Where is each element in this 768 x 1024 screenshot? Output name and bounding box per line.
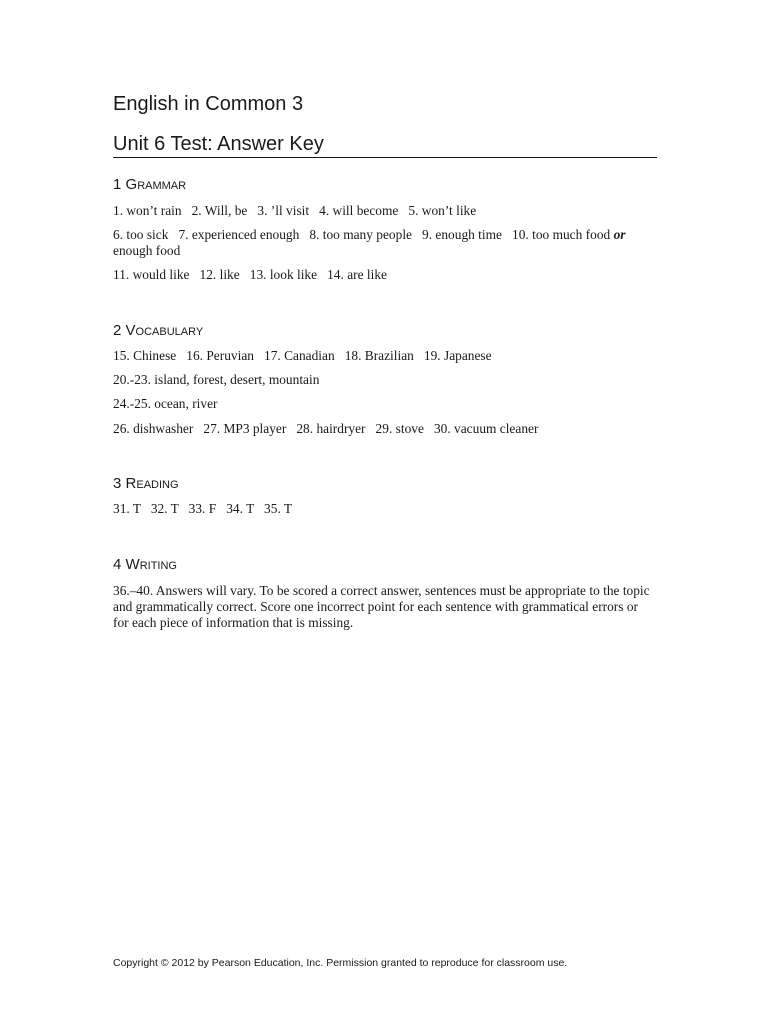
grammar-answers-11-14: 11. would like 12. like 13. look like 14. are like: [113, 267, 387, 282]
title-divider: [113, 157, 657, 158]
writing-heading: [113, 556, 177, 574]
vocabulary-answers-24-25: 24.-25. ocean, river: [113, 396, 218, 411]
vocabulary-rest: ocabulary: [135, 322, 204, 339]
vocabulary-number: 2: [113, 322, 126, 339]
writing-rest: riting: [139, 556, 177, 573]
grammar-rest: rammar: [137, 176, 187, 193]
writing-initial: W: [125, 556, 140, 573]
vocabulary-answers-26-30: 26. dishwasher 27. MP3 player 28. hairdryer 29. stove 30. vacuum cleaner: [113, 421, 539, 436]
test-title: Unit 6 Test: Answer Key: [113, 133, 324, 155]
copyright-footer: Copyright © 2012 by Pearson Education, Inc. Permission granted to reproduce for classroom use.: [113, 957, 568, 969]
reading-rest: eading: [136, 475, 179, 492]
grammar-initial: G: [125, 176, 138, 193]
vocabulary-answers-15-19: 15. Chinese 16. Peruvian 17. Canadian 18. Brazilian 19. Japanese: [113, 348, 492, 363]
vocabulary-heading: [113, 322, 203, 340]
reading-number: 3: [113, 475, 126, 492]
or-word: or: [613, 227, 626, 242]
reading-answers-31-35: 31. T 32. T 33. F 34. T 35. T: [113, 501, 293, 516]
book-title: English in Common 3: [113, 93, 304, 115]
reading-heading: [113, 475, 179, 493]
vocabulary-answers-20-23: 20.-23. island, forest, desert, mountain: [113, 372, 320, 387]
grammar-answers-1-5: 1. won’t rain 2. Will, be 3. ’ll visit 4. will become 5. won’t like: [113, 203, 477, 218]
vocabulary-initial: V: [125, 322, 136, 339]
reading-initial: R: [125, 475, 137, 492]
grammar-answers-6-10: [113, 227, 653, 243]
grammar-heading: [113, 176, 186, 194]
writing-number: 4: [113, 556, 126, 573]
writing-instructions: 36.–40. Answers will vary. To be scored a correct answer, sentences must be appropriate to the topic and grammatically correct. Score one incorrect point for each sentence with grammatical errors or for each piece of information that is missing.: [113, 583, 650, 630]
grammar-answers-10-alt: enough food: [113, 243, 181, 258]
grammar-number: 1: [113, 176, 126, 193]
grammar-answers-6-10-text: 6. too sick 7. experienced enough 8. too many people 9. enough time 10. too much food: [113, 227, 614, 242]
